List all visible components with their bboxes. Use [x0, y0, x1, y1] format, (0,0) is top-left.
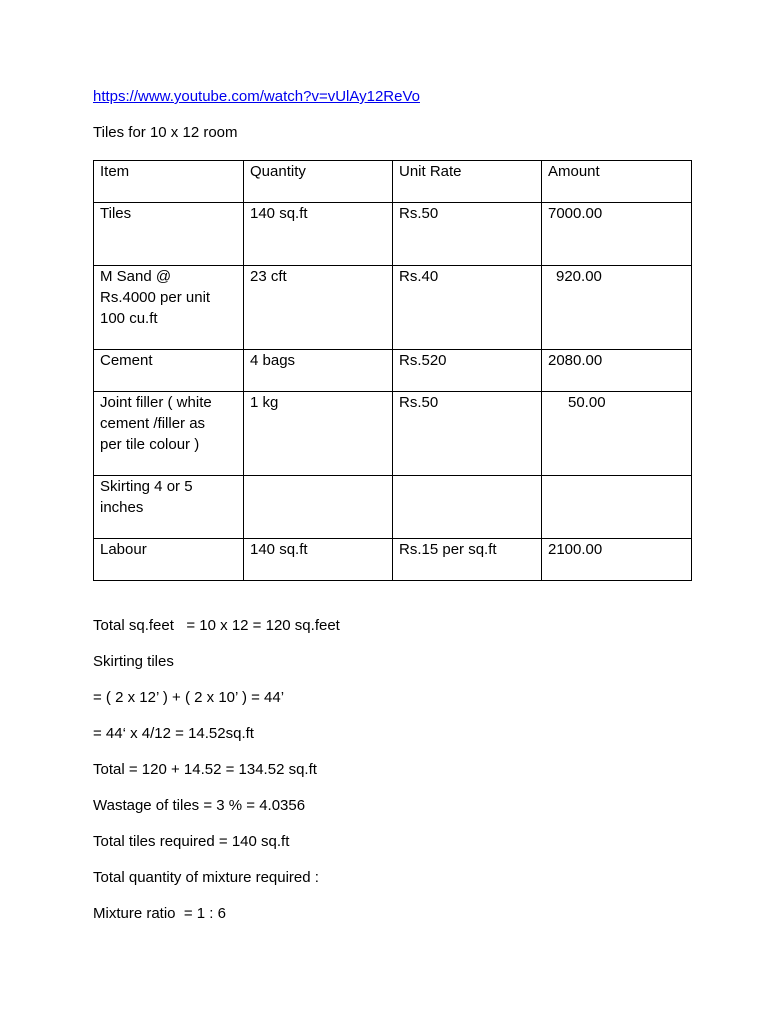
calc-line: = 44‘ x 4/12 = 14.52sq.ft — [93, 725, 254, 742]
cell-amount: 920.00 — [542, 266, 692, 350]
cell-amount: 2100.00 — [542, 539, 692, 581]
table-row — [94, 392, 692, 476]
calc-line: Total tiles required = 140 sq.ft — [93, 833, 290, 850]
cell-quantity: 1 kg — [244, 392, 393, 476]
cell-rate — [393, 476, 542, 539]
cell-item-line: Joint filler ( white — [100, 394, 212, 411]
cell-rate: Rs.40 — [393, 266, 542, 350]
table-row — [94, 203, 692, 266]
cell-rate: Rs.520 — [393, 350, 542, 392]
cell-item-line: cement /filler as — [100, 415, 206, 432]
cell-amount: 50.00 — [542, 392, 692, 476]
cell-amount — [542, 476, 692, 539]
table-header-row — [94, 161, 692, 203]
header-item: Item — [94, 161, 244, 203]
cell-amount: 2080.00 — [542, 350, 692, 392]
document-heading: Tiles for 10 x 12 room — [93, 124, 238, 141]
cell-item-line: M Sand @ — [100, 268, 172, 285]
table-row — [94, 539, 692, 581]
header-quantity: Quantity — [244, 161, 393, 203]
youtube-link[interactable]: https://www.youtube.com/watch?v=vUlAy12ReVo — [93, 88, 420, 105]
cell-quantity: 140 sq.ft — [244, 203, 393, 266]
cell-item — [94, 476, 244, 539]
cell-item — [94, 266, 244, 350]
calc-line: Total sq.feet = 10 x 12 = 120 sq.feet — [93, 617, 340, 634]
estimate-table — [93, 160, 692, 581]
calc-line: Mixture ratio = 1 : 6 — [93, 905, 226, 922]
cell-item: Cement — [94, 350, 244, 392]
table-row — [94, 266, 692, 350]
cell-item-line: inches — [100, 499, 144, 516]
table-row — [94, 350, 692, 392]
cell-item-line: Rs.4000 per unit — [100, 289, 211, 306]
cell-item-line: 100 cu.ft — [100, 310, 158, 327]
cell-item — [94, 392, 244, 476]
cell-item: Labour — [94, 539, 244, 581]
cell-item-line: per tile colour ) — [100, 436, 200, 453]
cell-quantity: 4 bags — [244, 350, 393, 392]
cell-quantity: 140 sq.ft — [244, 539, 393, 581]
cell-quantity: 23 cft — [244, 266, 393, 350]
cell-rate: Rs.50 — [393, 203, 542, 266]
calc-line: Total = 120 + 14.52 = 134.52 sq.ft — [93, 761, 317, 778]
cell-rate: Rs.15 per sq.ft — [393, 539, 542, 581]
cell-amount: 7000.00 — [542, 203, 692, 266]
calc-line: Total quantity of mixture required : — [93, 869, 319, 886]
calc-line: Wastage of tiles = 3 % = 4.0356 — [93, 797, 306, 814]
table-row — [94, 476, 692, 539]
cell-quantity — [244, 476, 393, 539]
cell-item-line: Skirting 4 or 5 — [100, 478, 193, 495]
calc-line: Skirting tiles — [93, 653, 174, 670]
cell-item: Tiles — [94, 203, 244, 266]
cell-rate: Rs.50 — [393, 392, 542, 476]
calc-line: = ( 2 x 12’ ) + ( 2 x 10’ ) = 44’ — [93, 689, 285, 706]
header-unit-rate: Unit Rate — [393, 161, 542, 203]
header-amount: Amount — [542, 161, 692, 203]
